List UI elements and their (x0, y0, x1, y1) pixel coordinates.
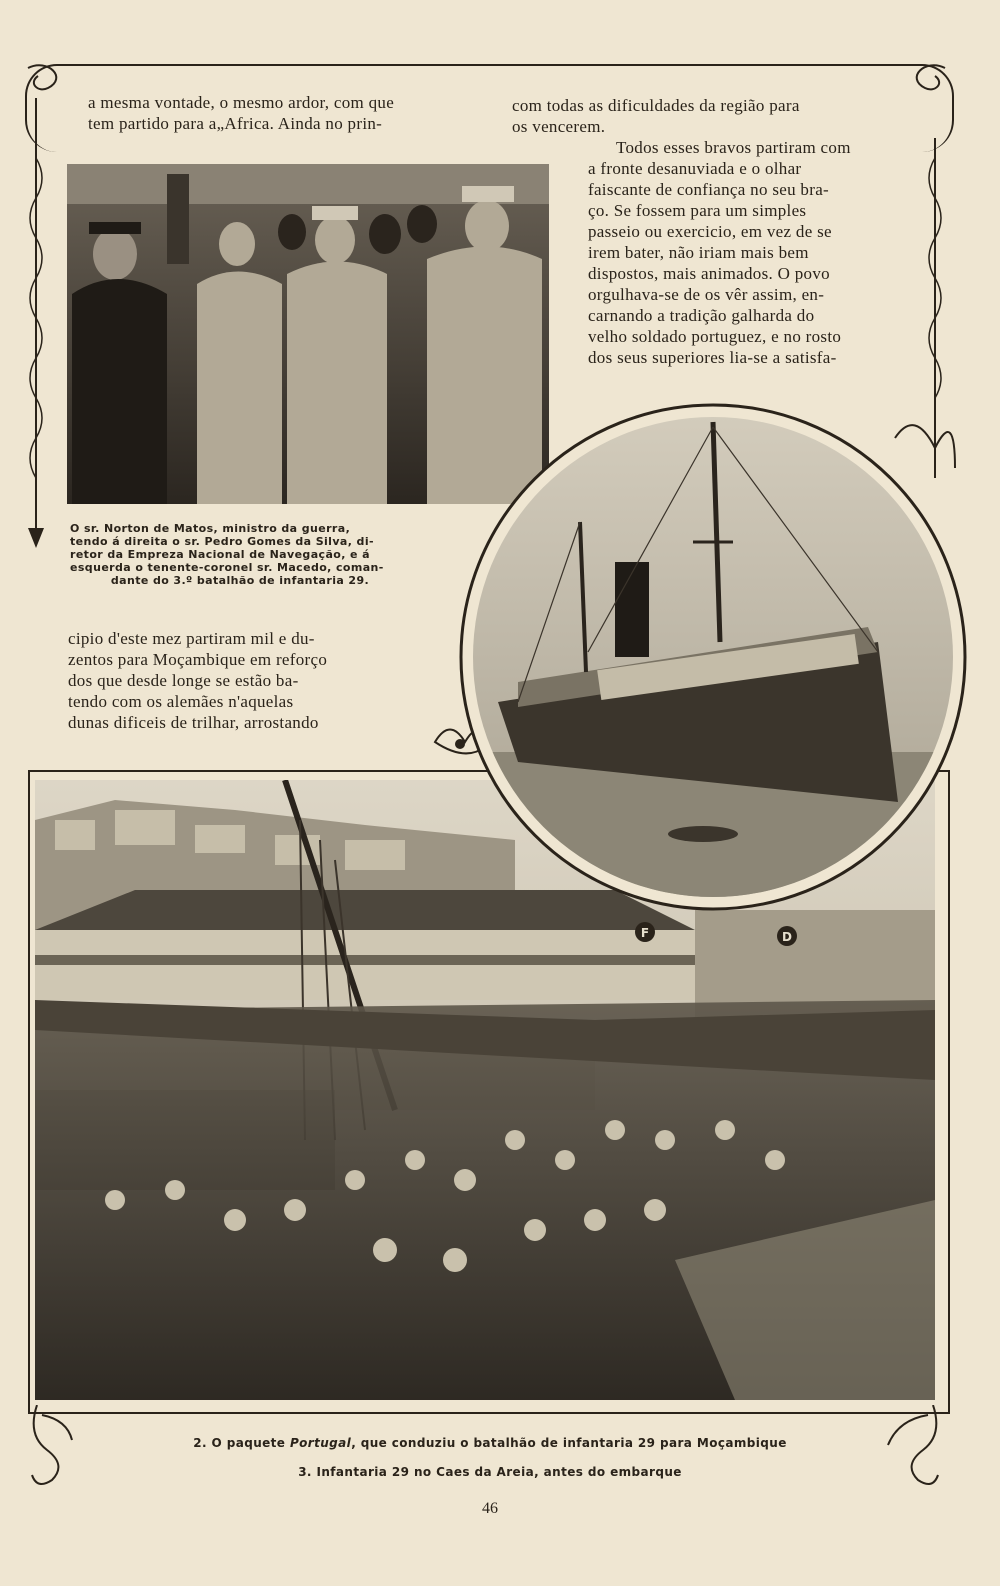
text-mid-left (68, 628, 406, 733)
caption-line: esquerda o tenente-coronel sr. Macedo, coman- (70, 561, 384, 574)
text-line: orgulhava-se de os vêr assim, en- (588, 285, 825, 304)
text-line: carnando a tradição galharda do (588, 306, 815, 325)
caption-line: tendo á direita o sr. Pedro Gomes da Silva, di- (70, 535, 374, 548)
text-top-right-2 (588, 137, 904, 368)
caption-photo-quay (100, 1466, 880, 1479)
photo-ship-portugal (458, 402, 968, 912)
ornament-bottom-left-icon (22, 1405, 82, 1485)
caption-photo-ship (100, 1437, 880, 1450)
caption-photo-officials (70, 522, 410, 587)
text-line: os vencerem. (512, 117, 606, 136)
caption-ship-suffix: , que conduziu o batalhão de infantaria 29 para Moçambique (351, 1436, 787, 1450)
caption-line: O sr. Norton de Matos, ministro da guerra, (70, 522, 351, 535)
text-line: dunas dificeis de trilhar, arrostando (68, 713, 319, 732)
text-top-right-1 (512, 95, 905, 137)
caption-ship-name: Portugal (289, 1436, 352, 1450)
text-line: faiscante de confiança no seu bra- (588, 180, 829, 199)
text-line: zentos para Moçambique em reforço (68, 650, 328, 669)
warehouse-d-label: D (782, 930, 792, 944)
text-line: irem bater, não iriam mais bem (588, 243, 809, 262)
text-line: dos seus superiores lia-se a satisfa- (588, 348, 837, 367)
page-number: 46 (482, 1500, 498, 1517)
text-line: tem partido para a„Africa. Ainda no prin- (88, 114, 383, 133)
caption-line: dante do 3.º batalhão de infantaria 29. (110, 574, 370, 587)
text-line: passeio ou exercicio, em vez de se (588, 222, 832, 241)
text-top-left (88, 92, 478, 134)
text-line: Todos esses bravos partiram com (616, 138, 851, 157)
text-line: a fronte desanuviada e o olhar (588, 159, 802, 178)
text-line: dispostos, mais animados. O povo (588, 264, 830, 283)
text-line: com todas as dificuldades da região para (512, 96, 800, 115)
text-line: ço. Se fossem para um simples (588, 201, 807, 220)
caption-ship-prefix: 2. O paquete (193, 1436, 290, 1450)
warehouse-f-label: F (640, 926, 650, 940)
text-line: cipio d'este mez partiram mil e du- (68, 629, 315, 648)
text-line: tendo com os alemães n'aquelas (68, 692, 294, 711)
text-line: a mesma vontade, o mesmo ardor, com que (88, 93, 395, 112)
caption-line: retor da Empreza Nacional de Navegação, e á (70, 548, 370, 561)
text-line: dos que desde longe se estão ba- (68, 671, 299, 690)
ornament-bottom-right-icon (878, 1405, 948, 1495)
caption-quay-text: 3. Infantaria 29 no Caes da Areia, antes do embarque (298, 1465, 682, 1479)
text-line: velho soldado portuguez, e no rosto (588, 327, 842, 346)
